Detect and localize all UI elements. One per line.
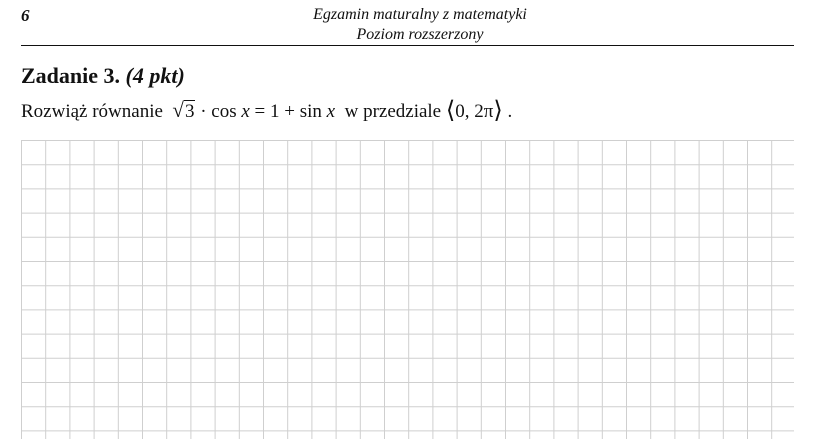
task-heading — [21, 63, 185, 89]
exam-level: Poziom rozszerzony — [356, 26, 484, 43]
answer-grid[interactable] — [21, 140, 794, 439]
task-title: Zadanie 3. — [21, 63, 121, 88]
exam-title: Egzamin maturalny z matematyki — [313, 6, 527, 23]
sqrt-argument: 3 — [184, 101, 195, 122]
equation-part-cos: · cos — [200, 101, 237, 122]
task-instruction: Rozwiąż równanie — [21, 101, 163, 122]
header-rule — [21, 45, 794, 46]
task-statement — [21, 96, 512, 125]
angle-bracket-left: ⟨ — [445, 98, 456, 124]
square-root: √3 — [172, 98, 195, 122]
equation-part-sin: = 1 + sin — [254, 101, 322, 122]
page-number: 6 — [21, 6, 30, 25]
interval-value: 0, 2π — [455, 101, 494, 122]
variable-x: x — [241, 101, 250, 122]
interval — [445, 98, 508, 124]
angle-bracket-right: ⟩ — [493, 98, 503, 124]
task-points: (4 pkt) — [125, 63, 185, 88]
interval-label: w przedziale — [344, 101, 442, 122]
equation — [168, 98, 340, 122]
variable-x: x — [326, 101, 336, 122]
period: . — [507, 101, 513, 122]
